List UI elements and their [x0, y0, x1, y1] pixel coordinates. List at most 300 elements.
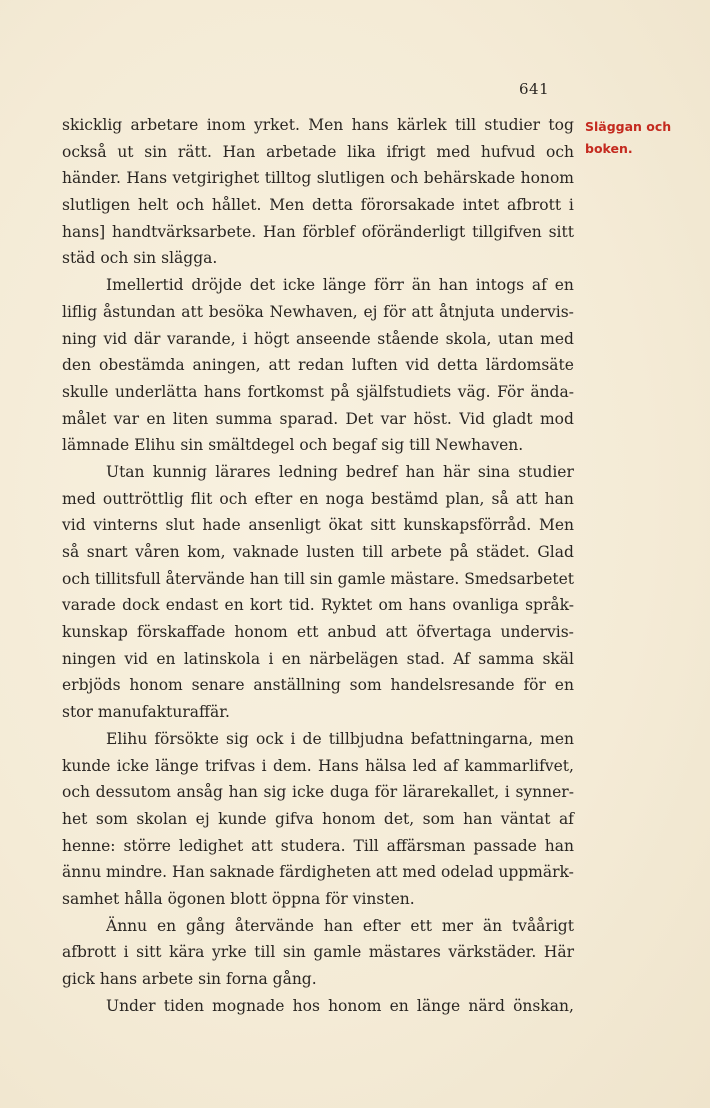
word: länge [322, 276, 367, 295]
word: lärares [215, 462, 271, 481]
text-line [62, 886, 574, 913]
word: endast [165, 596, 219, 615]
word: noga [325, 489, 365, 508]
word: af [531, 276, 547, 295]
word: hans [408, 596, 447, 615]
word: städet. [476, 543, 530, 561]
text-line [62, 459, 574, 486]
word: i [568, 196, 574, 215]
word: ett [410, 916, 432, 935]
word: ökat [328, 516, 363, 535]
word: med [402, 863, 437, 882]
word: Men [538, 516, 574, 535]
word: anbud [327, 623, 377, 642]
text-line [62, 566, 574, 593]
word: där [133, 329, 161, 348]
word: vid [124, 649, 148, 668]
word: studera. [280, 836, 346, 855]
word: återvände [234, 916, 314, 935]
word: helt [137, 196, 169, 215]
word: Glad [537, 543, 574, 561]
word: redan [298, 356, 344, 375]
word: och [100, 249, 129, 268]
word: afbrott [62, 943, 117, 962]
word: en [224, 596, 244, 615]
word: af [443, 756, 459, 775]
word: honom [129, 676, 183, 695]
word: sin [180, 436, 204, 455]
word: hållet. [211, 196, 262, 215]
word: flit [190, 489, 213, 508]
word: om [378, 596, 403, 615]
word: Smedsarbetet [464, 569, 574, 588]
word: mod [539, 409, 574, 428]
word: Imellertid [106, 276, 184, 295]
word: behärskade [423, 169, 516, 188]
word: stående [377, 329, 439, 348]
word: han [323, 916, 353, 935]
word: att [251, 836, 273, 855]
word: händer. [62, 169, 121, 188]
page-number: 641 [519, 80, 550, 98]
word: undervis- [500, 302, 574, 321]
word: kunde [62, 756, 111, 775]
word: outtröttlig [102, 489, 184, 508]
text-line [62, 993, 574, 1020]
word: hans] [62, 222, 106, 241]
word: studier [518, 462, 574, 481]
word: slut [165, 516, 195, 535]
word: yrke [211, 943, 247, 962]
word: honom [520, 169, 574, 188]
word: en [389, 996, 409, 1015]
word: mognade [212, 996, 285, 1015]
word: tid. [288, 596, 315, 615]
word: handelsresande [390, 676, 515, 695]
word: rätt. [177, 142, 212, 161]
word: det [249, 276, 276, 295]
word: städ [62, 249, 96, 268]
word: sin [309, 569, 333, 588]
word: hans [203, 382, 242, 401]
word: Han [263, 222, 296, 241]
text-line [62, 726, 574, 753]
word: gick [62, 970, 95, 988]
word: tillitsfull [94, 569, 161, 588]
word: Af [453, 649, 470, 668]
word: till [454, 116, 477, 134]
word: högt [253, 329, 290, 348]
word: han [405, 462, 435, 481]
word: värkstäder. [448, 943, 537, 962]
word: och [176, 196, 205, 215]
word: i [123, 943, 129, 962]
word: tilltog [264, 169, 312, 188]
word: studier [484, 116, 541, 134]
text-line [62, 432, 574, 459]
word: och [299, 436, 328, 455]
word: hans [99, 970, 138, 988]
word: tillbjudna [328, 729, 404, 748]
word: ännu [62, 863, 102, 882]
margin-note [585, 116, 671, 160]
word: trifvas [204, 756, 256, 775]
word: Men [269, 196, 305, 215]
word: ledning [278, 462, 338, 481]
word: honom [328, 996, 382, 1015]
text-line [62, 833, 574, 860]
word: Han [222, 142, 256, 161]
word: hålla [124, 889, 163, 908]
word: dröjde [191, 276, 242, 295]
word: hans [351, 116, 389, 134]
word: sitt [370, 516, 396, 535]
word: obestämda [98, 356, 185, 375]
word: med [540, 329, 574, 348]
word: dessutom [95, 783, 171, 802]
word: begaf [332, 436, 377, 455]
word: Han [171, 863, 205, 882]
word: som [349, 676, 382, 695]
word: skäl [542, 649, 574, 668]
word: arbete [142, 970, 194, 988]
word: lämnade [62, 436, 130, 455]
text-line [62, 379, 574, 406]
text-line [62, 192, 574, 219]
word: besöka [208, 302, 264, 321]
word: ock [255, 729, 284, 748]
word: försökte [154, 729, 219, 748]
word: fortkomst [247, 382, 324, 401]
word: vid [62, 516, 86, 535]
word: bestämd [371, 489, 439, 508]
text-line [62, 619, 574, 646]
word: kammarlifvet, [464, 756, 574, 775]
word: detta [437, 356, 478, 375]
word: och [219, 489, 248, 508]
word: till [362, 543, 384, 561]
word: afbrott [507, 196, 562, 215]
word: kort [250, 596, 283, 615]
word: Newhaven. [435, 436, 524, 455]
word: varande, [167, 329, 236, 348]
word: tillgifven [472, 222, 542, 241]
word: för [325, 889, 348, 908]
word: den [62, 356, 92, 375]
word: slutligen [316, 169, 385, 188]
word: saknade [209, 863, 275, 882]
word: liflig [62, 302, 98, 321]
word: smältdegel [208, 436, 295, 455]
word: luften [351, 356, 398, 375]
word: i [290, 729, 296, 748]
body-text [62, 112, 574, 1019]
word: gladt [492, 409, 533, 428]
word: hufvud [480, 142, 536, 161]
word: lärarekallet, [402, 783, 500, 802]
word: utan [498, 329, 534, 348]
word: oföränderligt [361, 222, 466, 241]
word: slägga. [161, 249, 218, 268]
word: han [544, 489, 574, 508]
text-line [62, 779, 574, 806]
word: Det [345, 409, 374, 428]
text-line [62, 939, 574, 966]
word: ögonen [167, 889, 226, 908]
word: länge [155, 756, 199, 775]
word: arbetare [130, 116, 199, 134]
word: honom [322, 809, 376, 828]
word: ovanliga [452, 596, 519, 615]
word: han [249, 569, 279, 588]
word: inom [206, 116, 246, 134]
word: intogs [475, 276, 525, 295]
word: också [62, 142, 107, 161]
word: ning [62, 329, 97, 348]
word: själfstudiets [356, 382, 452, 401]
word: han [438, 276, 468, 295]
word: senare [191, 676, 245, 695]
word: en [156, 916, 177, 935]
word: i [242, 329, 248, 348]
word: öppna [271, 889, 321, 908]
word: sparad. [279, 409, 339, 428]
word: Under [106, 996, 156, 1015]
word: mästare. [390, 569, 460, 588]
text-line [62, 219, 574, 246]
word: tog [548, 116, 574, 134]
word: de [302, 729, 322, 748]
word: varade [62, 596, 116, 615]
word: vaknade [233, 543, 299, 561]
word: sitt [548, 222, 574, 241]
word: tiden [163, 996, 204, 1015]
word: en [554, 676, 574, 695]
word: hos [292, 996, 320, 1015]
word: för [383, 302, 406, 321]
word: var [380, 409, 407, 428]
word: han [463, 809, 493, 828]
word: befattningarna, [410, 729, 534, 748]
word: kunnig [152, 462, 207, 481]
word: sin [133, 249, 157, 268]
text-line [62, 913, 574, 940]
text-line [62, 539, 574, 566]
word: ansenligt [248, 516, 321, 535]
word: höst. [413, 409, 452, 428]
word: Elihu [134, 436, 176, 455]
text-line [62, 299, 574, 326]
word: så [62, 543, 80, 561]
word: på [449, 543, 469, 561]
text-line [62, 326, 574, 353]
word: kära [169, 943, 205, 962]
text-line [62, 112, 574, 139]
word: det, [383, 809, 415, 828]
word: närbelägen [309, 649, 399, 668]
word: för [523, 676, 546, 695]
word: med [62, 489, 96, 508]
word: återvände [165, 569, 245, 588]
word: var [113, 409, 140, 428]
word: här [443, 462, 470, 481]
word: en [146, 409, 166, 428]
word: till [409, 436, 431, 455]
word: väg. [457, 382, 491, 401]
word: gamle [337, 569, 386, 588]
word: och [62, 569, 90, 588]
word: led [412, 756, 437, 775]
word: vinterns [93, 516, 158, 535]
word: Ryktet [321, 596, 373, 615]
text-line [62, 512, 574, 539]
word: språk- [525, 596, 574, 615]
word: Vid [459, 409, 486, 428]
word: Ännu [106, 916, 148, 935]
word: Hans [318, 756, 359, 775]
word: sina [477, 462, 511, 481]
word: ningen [62, 649, 117, 668]
word: lika [347, 142, 376, 161]
word: sin [144, 142, 168, 161]
word: större [123, 836, 171, 855]
word: våren [135, 543, 180, 561]
text-line [62, 406, 574, 433]
word: gifva [275, 809, 314, 828]
word: han [544, 836, 574, 855]
word: önskan, [513, 996, 574, 1015]
word: icke [282, 276, 316, 295]
word: intet [462, 196, 500, 215]
word: länge [416, 996, 461, 1015]
word: vid [103, 329, 128, 348]
word: plan, [445, 489, 485, 508]
word: icke [116, 756, 150, 775]
word: förskaffade [136, 623, 226, 642]
word: öfvertaga [416, 623, 492, 642]
word: en [156, 649, 176, 668]
word: som [422, 809, 455, 828]
word: kunskap [62, 623, 128, 642]
text-line [62, 966, 574, 993]
word: underlätta [114, 382, 198, 401]
text-line [62, 486, 574, 513]
word: undervis- [500, 623, 574, 642]
word: och [390, 169, 419, 188]
word: blott [230, 889, 267, 908]
word: af [558, 809, 574, 828]
word: vinsten. [352, 889, 415, 908]
word: mästares [368, 943, 441, 962]
word: latinskola [183, 649, 261, 668]
word: odelad [440, 863, 494, 882]
word: för [374, 783, 398, 802]
word: Hans [126, 169, 168, 188]
word: mindre. [106, 863, 168, 882]
word: snart [86, 543, 128, 561]
word: att [515, 489, 538, 508]
word: honom [234, 623, 288, 642]
word: sig [381, 436, 405, 455]
text-line [62, 352, 574, 379]
word: att [385, 623, 408, 642]
word: samhet [62, 889, 120, 908]
word: kom, [187, 543, 226, 561]
word: ut [117, 142, 134, 161]
word: manufakturaffär. [97, 703, 230, 722]
margin-note-line: Släggan och [585, 119, 672, 134]
word: vetgirighet [172, 169, 260, 188]
word: skolan [136, 809, 188, 828]
word: närd [468, 996, 505, 1015]
word: erbjöds [62, 676, 121, 695]
word: arbete [390, 543, 442, 561]
word: i [261, 756, 267, 775]
word: summa [215, 409, 273, 428]
word: anseende [296, 329, 371, 348]
word: förorsakade [360, 196, 455, 215]
word: affärsman [386, 836, 466, 855]
word: att [411, 302, 434, 321]
text-line [62, 139, 574, 166]
word: skulle [62, 382, 109, 401]
word: ifrigt [386, 142, 426, 161]
word: aningen, [192, 356, 261, 375]
word: hälsa [365, 756, 407, 775]
word: icke [292, 783, 325, 802]
word: så [491, 489, 509, 508]
word: åtnjuta [439, 302, 495, 321]
word: gamle [313, 943, 362, 962]
word: skola, [445, 329, 492, 348]
word: sig [225, 729, 249, 748]
word: skicklig [62, 116, 123, 134]
word: åstundan [102, 302, 176, 321]
word: efter [362, 916, 401, 935]
word: sin [198, 970, 222, 988]
text-line [62, 672, 574, 699]
word: slutligen [62, 196, 131, 215]
text-line [62, 753, 574, 780]
word: Elihu [106, 729, 148, 748]
word: och [62, 783, 90, 802]
word: mer [441, 916, 474, 935]
word: samma [478, 649, 535, 668]
text-line [62, 272, 574, 299]
word: en [299, 489, 319, 508]
word: ända- [530, 382, 574, 401]
word: till [283, 569, 305, 588]
word: forna [226, 970, 268, 988]
text-line [62, 646, 574, 673]
word: uppmärk- [498, 863, 574, 882]
word: men [540, 729, 574, 748]
text-line [62, 859, 574, 886]
word: synner- [515, 783, 574, 802]
word: lusten [306, 543, 355, 561]
word: stad. [406, 649, 445, 668]
word: på [330, 382, 350, 401]
word: stor [62, 703, 93, 722]
text-line [62, 245, 574, 272]
word: ett [296, 623, 319, 642]
word: än [482, 916, 503, 935]
word: än [411, 276, 431, 295]
text-line [62, 806, 574, 833]
word: liten [172, 409, 209, 428]
word: duga [329, 783, 369, 802]
word: dock [122, 596, 160, 615]
